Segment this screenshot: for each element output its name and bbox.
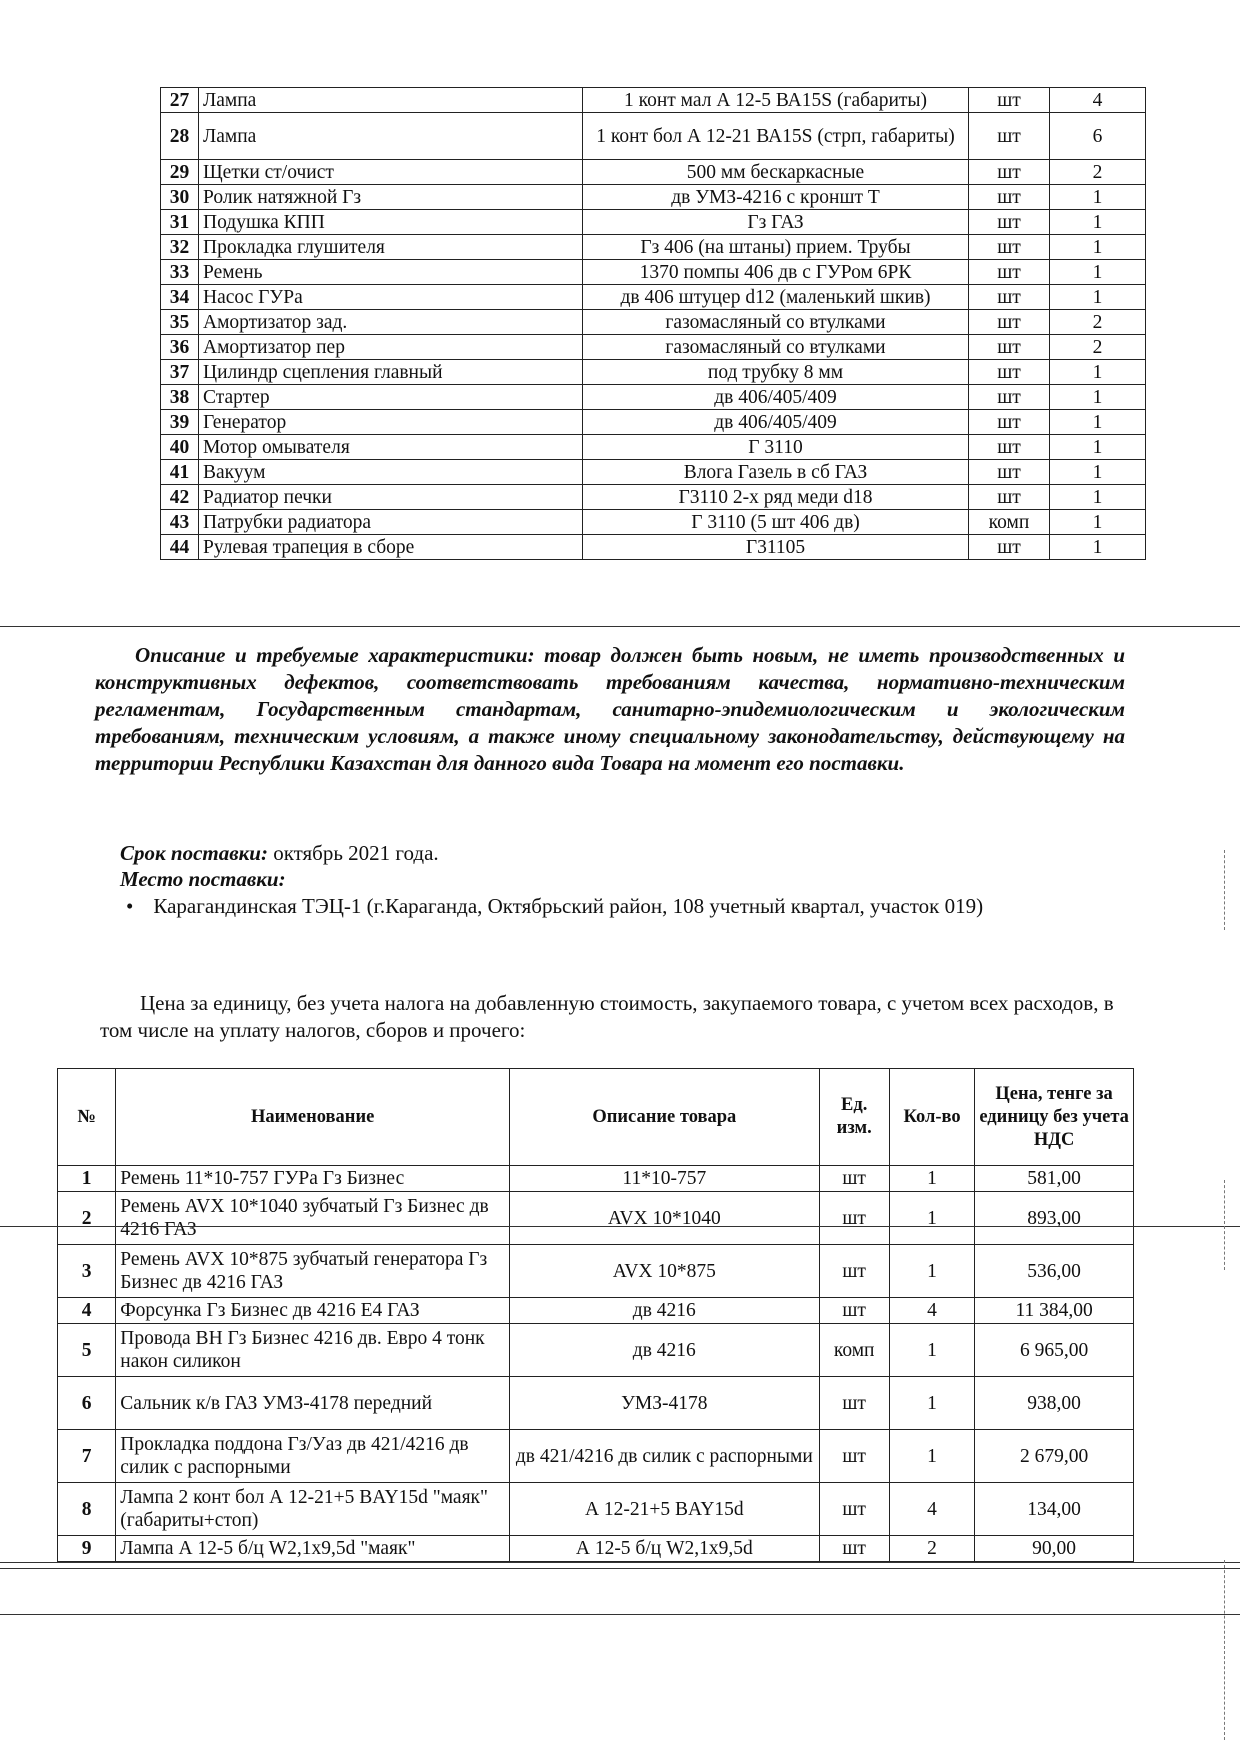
item-name: Амортизатор зад.: [199, 310, 583, 335]
table-row: [58, 1536, 1134, 1562]
scan-edge-dots: [1224, 1560, 1225, 1740]
row-number: 42: [161, 485, 199, 510]
item-name: Лампа А 12-5 б/ц W2,1x9,5d "маяк": [116, 1536, 510, 1562]
row-number: 41: [161, 460, 199, 485]
table-header-row: [58, 1069, 1134, 1166]
table-row: [161, 510, 1146, 535]
item-name: Амортизатор пер: [199, 335, 583, 360]
item-quantity: 2: [1050, 160, 1146, 185]
item-name: Ремень 11*10-757 ГУРа Гз Бизнес: [116, 1166, 510, 1192]
item-description: Г3110 2-х ряд меди d18: [583, 485, 969, 510]
item-quantity: 1: [1050, 210, 1146, 235]
item-name: Ремень AVX 10*1040 зубчатый Гз Бизнес дв 4216 ГАЗ: [116, 1192, 510, 1245]
item-unit: шт: [969, 235, 1050, 260]
items-table-body: [161, 88, 1146, 560]
item-quantity: 1: [889, 1166, 974, 1192]
item-unit: шт: [819, 1298, 889, 1324]
row-number: 5: [58, 1324, 116, 1377]
row-number: 33: [161, 260, 199, 285]
item-name: Рулевая трапеция в сборе: [199, 535, 583, 560]
item-price: 134,00: [975, 1483, 1134, 1536]
price-table: [57, 1068, 1134, 1562]
item-unit: шт: [969, 260, 1050, 285]
item-description: дв 4216: [510, 1298, 819, 1324]
row-number: 34: [161, 285, 199, 310]
item-description: А 12-5 б/ц W2,1x9,5d: [510, 1536, 819, 1562]
item-price: 6 965,00: [975, 1324, 1134, 1377]
item-name: Прокладка глушителя: [199, 235, 583, 260]
item-quantity: 1: [1050, 485, 1146, 510]
item-name: Патрубки радиатора: [199, 510, 583, 535]
row-number: 2: [58, 1192, 116, 1245]
item-name: Лампа: [199, 88, 583, 113]
table-row: [161, 335, 1146, 360]
delivery-term: [120, 840, 1120, 867]
row-number: 38: [161, 385, 199, 410]
row-number: 35: [161, 310, 199, 335]
row-number: 7: [58, 1430, 116, 1483]
item-name: Лампа: [199, 113, 583, 160]
item-description: 1370 помпы 406 дв с ГУРом 6РК: [583, 260, 969, 285]
item-description: Г 3110 (5 шт 406 дв): [583, 510, 969, 535]
item-price: 11 384,00: [975, 1298, 1134, 1324]
row-number: 29: [161, 160, 199, 185]
item-description: 500 мм бескаркасные: [583, 160, 969, 185]
table-row: [161, 310, 1146, 335]
item-quantity: 1: [889, 1192, 974, 1245]
table-row: [161, 435, 1146, 460]
table-row: [161, 160, 1146, 185]
item-quantity: 1: [1050, 385, 1146, 410]
item-name: Мотор омывателя: [199, 435, 583, 460]
item-description: 1 конт мал А 12-5 ВА15S (габариты): [583, 88, 969, 113]
item-unit: шт: [819, 1430, 889, 1483]
item-description: 1 конт бол А 12-21 ВА15S (стрп, габариты): [583, 113, 969, 160]
item-quantity: 1: [1050, 435, 1146, 460]
item-name: Стартер: [199, 385, 583, 410]
table-row: [161, 210, 1146, 235]
item-name: Ремень: [199, 260, 583, 285]
item-quantity: 6: [1050, 113, 1146, 160]
scan-edge-dots: [1224, 850, 1225, 930]
item-description: дв УМЗ-4216 с кроншт Т: [583, 185, 969, 210]
table-row: [161, 285, 1146, 310]
row-number: 40: [161, 435, 199, 460]
row-number: 36: [161, 335, 199, 360]
row-number: 32: [161, 235, 199, 260]
row-number: 39: [161, 410, 199, 435]
delivery-place: [90, 893, 1120, 920]
item-unit: шт: [819, 1483, 889, 1536]
item-name: Подушка КПП: [199, 210, 583, 235]
item-description: AVX 10*875: [510, 1245, 819, 1298]
item-unit: шт: [969, 435, 1050, 460]
item-price: 581,00: [975, 1166, 1134, 1192]
row-number: 3: [58, 1245, 116, 1298]
item-quantity: 1: [889, 1377, 974, 1430]
item-description: дв 421/4216 дв силик с распорными: [510, 1430, 819, 1483]
item-unit: шт: [969, 535, 1050, 560]
item-name: Радиатор печки: [199, 485, 583, 510]
item-quantity: 4: [889, 1298, 974, 1324]
item-quantity: 1: [1050, 510, 1146, 535]
items-table-continued: [160, 87, 1146, 560]
item-quantity: 4: [1050, 88, 1146, 113]
requirements-text: товар должен быть новым, не иметь производственных и конструктивных дефектов, соответствовать требованиям качества, нормативно-техническим регламентам, Государственным стандартам, санитарно-эпидемиологическим и экологическим требованиям, техническим условиям, а также иному специальному законодательству, действующему на территории Республики Казахстан для данного вида Товара на момент его поставки.: [95, 643, 1125, 775]
item-quantity: 1: [1050, 260, 1146, 285]
requirements-paragraph: [95, 642, 1125, 777]
row-number: 37: [161, 360, 199, 385]
item-description: дв 406 штуцер d12 (маленький шкив): [583, 285, 969, 310]
item-quantity: 1: [1050, 460, 1146, 485]
row-number: 44: [161, 535, 199, 560]
item-unit: шт: [819, 1192, 889, 1245]
item-quantity: 2: [889, 1536, 974, 1562]
item-quantity: 2: [1050, 310, 1146, 335]
item-quantity: 1: [1050, 410, 1146, 435]
scan-edge-dots: [1224, 1180, 1225, 1270]
item-unit: шт: [969, 385, 1050, 410]
item-description: дв 406/405/409: [583, 385, 969, 410]
row-number: 27: [161, 88, 199, 113]
item-unit: шт: [969, 460, 1050, 485]
item-name: Форсунка Гз Бизнес дв 4216 Е4 ГАЗ: [116, 1298, 510, 1324]
item-quantity: 1: [1050, 185, 1146, 210]
item-name: Цилиндр сцепления главный: [199, 360, 583, 385]
item-unit: шт: [969, 485, 1050, 510]
item-unit: шт: [969, 285, 1050, 310]
table-row: [58, 1483, 1134, 1536]
delivery-term-label: Срок поставки:: [120, 841, 268, 865]
scan-artifact-line: [0, 1226, 1240, 1227]
price-intro: Цена за единицу, без учета налога на добавленную стоимость, закупаемого товара, с учетом всех расходов, в том числе на уплату налогов, сборов и прочего:: [100, 991, 1114, 1042]
header-price: Цена, тенге за единицу без учета НДС: [975, 1069, 1134, 1166]
scan-artifact-line: [0, 1614, 1240, 1615]
item-unit: шт: [819, 1166, 889, 1192]
item-description: А 12-21+5 BAY15d: [510, 1483, 819, 1536]
table-row: [161, 260, 1146, 285]
item-price: 90,00: [975, 1536, 1134, 1562]
item-name: Ремень AVX 10*875 зубчатый генератора Гз Бизнес дв 4216 ГАЗ: [116, 1245, 510, 1298]
scan-artifact-line: [0, 1568, 1240, 1569]
row-number: 28: [161, 113, 199, 160]
item-quantity: 1: [1050, 285, 1146, 310]
table-row: [161, 88, 1146, 113]
item-name: Лампа 2 конт бол А 12-21+5 BAY15d "маяк" (габариты+стоп): [116, 1483, 510, 1536]
row-number: 6: [58, 1377, 116, 1430]
item-unit: шт: [969, 410, 1050, 435]
item-name: Генератор: [199, 410, 583, 435]
item-name: Ролик натяжной Гз: [199, 185, 583, 210]
item-name: Сальник к/в ГАЗ УМЗ-4178 передний: [116, 1377, 510, 1430]
row-number: 8: [58, 1483, 116, 1536]
delivery-term-value: октябрь 2021 года.: [273, 841, 439, 865]
item-unit: шт: [969, 210, 1050, 235]
item-unit: шт: [969, 360, 1050, 385]
item-name: Провода ВН Гз Бизнес 4216 дв. Евро 4 тонк након силикон: [116, 1324, 510, 1377]
item-description: Г31105: [583, 535, 969, 560]
table-row: [58, 1430, 1134, 1483]
item-name: Прокладка поддона Гз/Уаз дв 421/4216 дв силик с распорными: [116, 1430, 510, 1483]
item-unit: шт: [969, 113, 1050, 160]
item-unit: шт: [819, 1245, 889, 1298]
table-row: [161, 410, 1146, 435]
item-unit: шт: [969, 160, 1050, 185]
scan-artifact-line: [0, 1562, 1240, 1563]
table-row: [161, 360, 1146, 385]
item-unit: шт: [969, 335, 1050, 360]
item-quantity: 1: [889, 1430, 974, 1483]
item-quantity: 2: [1050, 335, 1146, 360]
table-row: [161, 485, 1146, 510]
header-desc: Описание товара: [510, 1069, 819, 1166]
table-row: [161, 113, 1146, 160]
table-row: [58, 1324, 1134, 1377]
header-unit: Ед. изм.: [819, 1069, 889, 1166]
item-price: 938,00: [975, 1377, 1134, 1430]
row-number: 1: [58, 1166, 116, 1192]
table-row: [161, 385, 1146, 410]
header-num: №: [58, 1069, 116, 1166]
item-quantity: 1: [1050, 535, 1146, 560]
table-row: [161, 235, 1146, 260]
item-description: под трубку 8 мм: [583, 360, 969, 385]
requirements-label: Описание и требуемые характеристики:: [135, 643, 535, 667]
item-unit: шт: [969, 88, 1050, 113]
header-name: Наименование: [116, 1069, 510, 1166]
item-unit: шт: [969, 310, 1050, 335]
row-number: 9: [58, 1536, 116, 1562]
item-description: дв 4216: [510, 1324, 819, 1377]
item-quantity: 1: [1050, 235, 1146, 260]
header-qty: Кол-во: [889, 1069, 974, 1166]
bullet-mark: •: [126, 894, 134, 918]
item-unit: комп: [969, 510, 1050, 535]
row-number: 43: [161, 510, 199, 535]
table-row: [58, 1166, 1134, 1192]
item-unit: шт: [819, 1377, 889, 1430]
item-quantity: 4: [889, 1483, 974, 1536]
row-number: 4: [58, 1298, 116, 1324]
item-name: Насос ГУРа: [199, 285, 583, 310]
item-name: Вакуум: [199, 460, 583, 485]
item-description: дв 406/405/409: [583, 410, 969, 435]
item-description: Г 3110: [583, 435, 969, 460]
item-description: Влога Газель в сб ГАЗ: [583, 460, 969, 485]
table-row: [161, 535, 1146, 560]
table-row: [58, 1245, 1134, 1298]
item-unit: шт: [969, 185, 1050, 210]
item-description: УМЗ-4178: [510, 1377, 819, 1430]
item-price: 893,00: [975, 1192, 1134, 1245]
table-row: [161, 460, 1146, 485]
item-description: газомасляный со втулками: [583, 335, 969, 360]
item-quantity: 1: [1050, 360, 1146, 385]
row-number: 30: [161, 185, 199, 210]
table-row: [58, 1192, 1134, 1245]
table-row: [161, 185, 1146, 210]
delivery-place-value: Карагандинская ТЭЦ-1 (г.Караганда, Октябрьский район, 108 учетный квартал, участок 019): [153, 894, 984, 918]
item-description: Гз 406 (на штаны) прием. Трубы: [583, 235, 969, 260]
item-description: Гз ГАЗ: [583, 210, 969, 235]
scan-separator-line: [0, 626, 1240, 627]
item-unit: комп: [819, 1324, 889, 1377]
item-unit: шт: [819, 1536, 889, 1562]
item-price: 536,00: [975, 1245, 1134, 1298]
item-description: 11*10-757: [510, 1166, 819, 1192]
item-quantity: 1: [889, 1245, 974, 1298]
delivery-place-label: Место поставки:: [120, 867, 286, 891]
table-row: [58, 1377, 1134, 1430]
item-description: газомасляный со втулками: [583, 310, 969, 335]
item-price: 2 679,00: [975, 1430, 1134, 1483]
item-name: Щетки ст/очист: [199, 160, 583, 185]
table-row: [58, 1298, 1134, 1324]
row-number: 31: [161, 210, 199, 235]
item-quantity: 1: [889, 1324, 974, 1377]
item-description: AVX 10*1040: [510, 1192, 819, 1245]
